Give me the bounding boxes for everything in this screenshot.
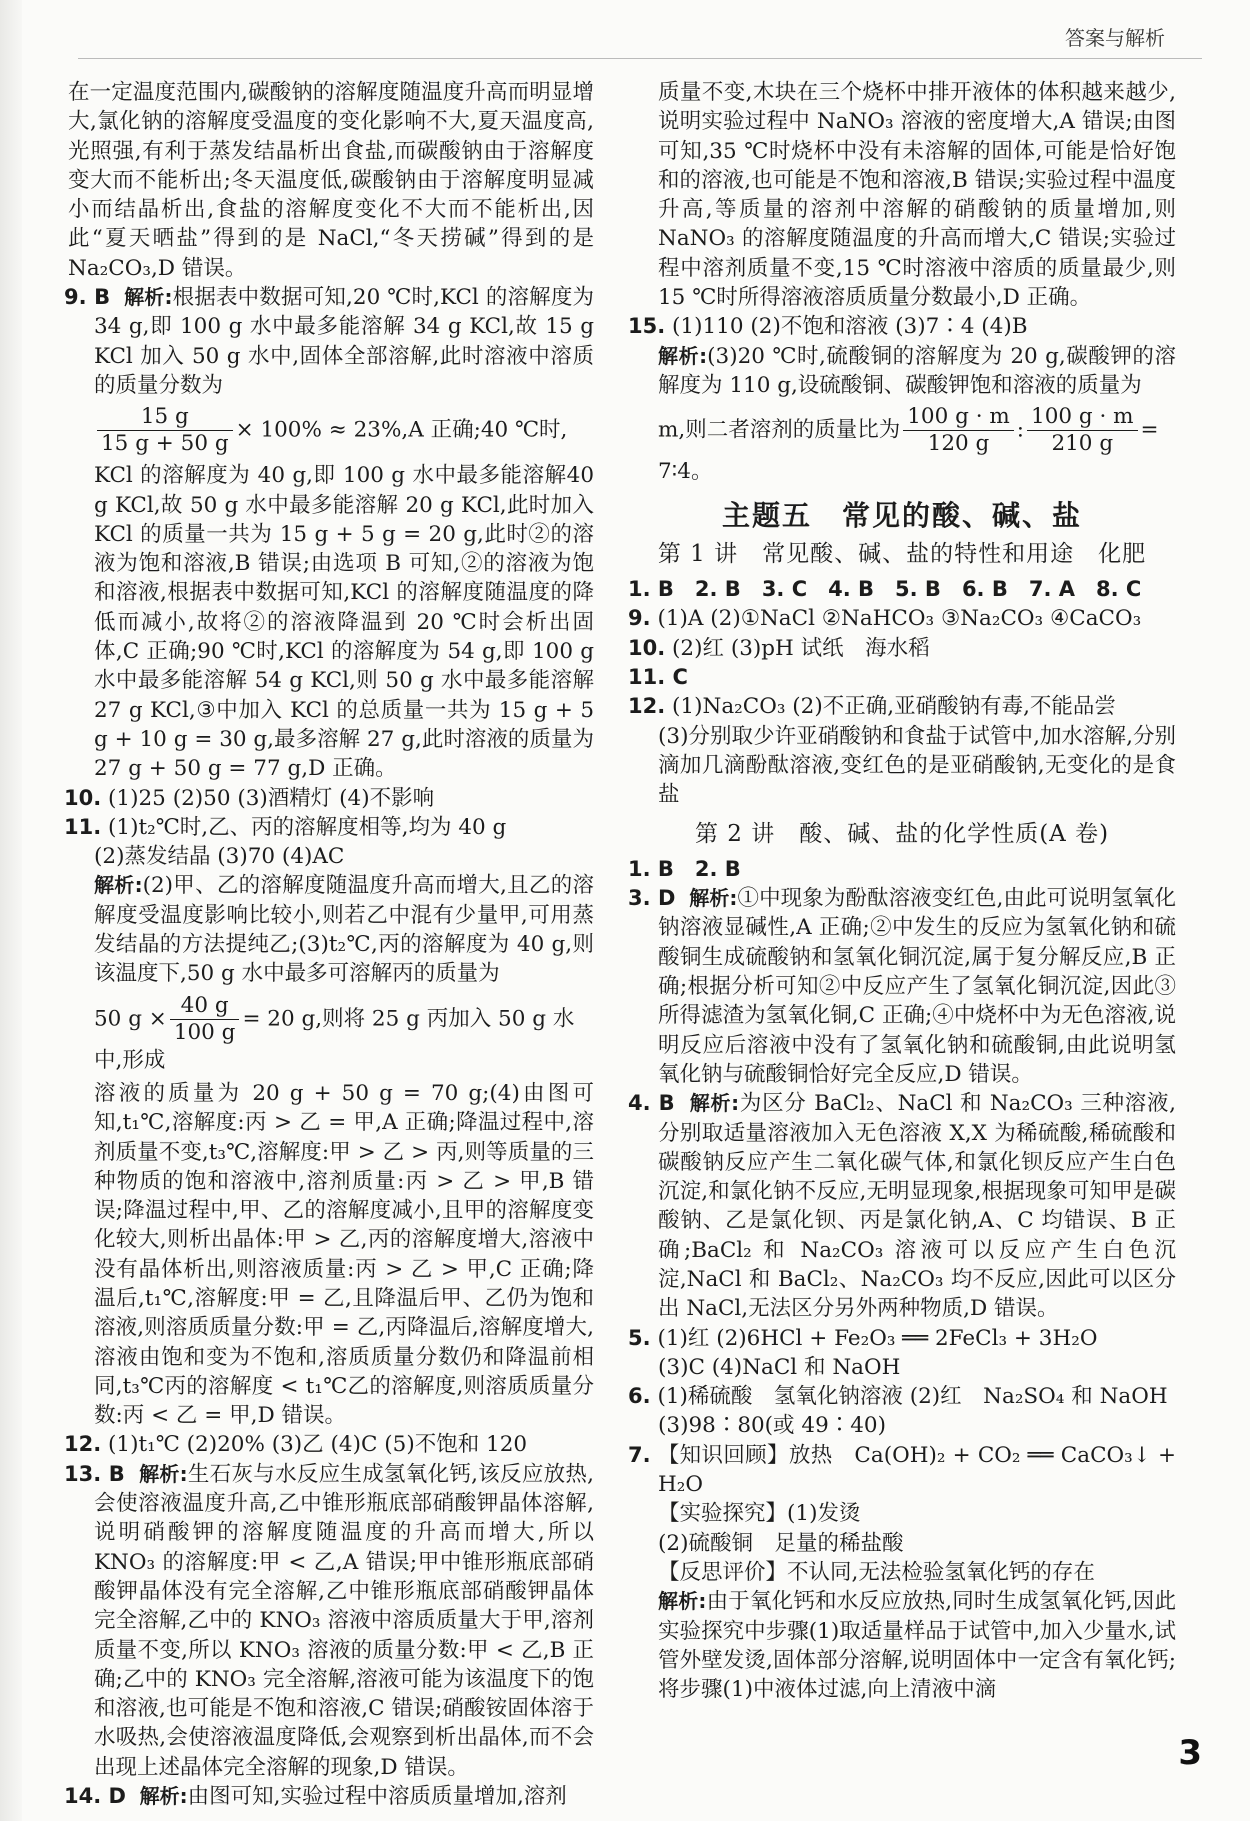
lecture-2-answers: 1. B 2. B	[628, 856, 741, 881]
left-column	[64, 78, 594, 1811]
lecture-1-answer-10: 10. (2)红 (3)pH 试纸 海水稻	[628, 635, 930, 661]
fraction: $\frac{40 g}{100 g}$	[170, 993, 240, 1046]
theme-heading: 主题五 常见的酸、碱、盐	[721, 498, 1082, 532]
lecture-2-heading: 第 2 讲 酸、碱、盐的化学性质(A 卷)	[694, 820, 1110, 847]
lecture-1-answers: 1. B 2. B 3. C 4. B 5. B 6. B 7. A 8. C	[628, 577, 1142, 602]
analysis-label: 解析:	[139, 1461, 188, 1486]
analysis-label: 解析:	[139, 1784, 188, 1809]
answer-11-formula: 50 g × $\frac{40 g}{100 g}$ = 20 g,则将 25 g 丙加入 50 g 水中,形成	[94, 992, 575, 1073]
lecture-2-answer-4: 4. B 解析:为区分 BaCl₂、NaCl 和 Na₂CO₃ 三种溶液,分别取适量溶液加入无色溶液 X,X 为稀硫酸,稀硫酸和碳酸钠反应产生二氧化碳气体,和氯化钡反应产生白色沉淀,和氯化钠不反应,无明显现象,根据现象可知甲是碳酸钠、乙是氯化钡、丙是氯化钠,A、C 均错误、B 正确;BaCl₂ 和 Na₂CO₃ 溶液可以反应产生白色沉淀,NaCl 和 BaCl₂、Na₂CO₃ 均不反应,因此可以区分出 NaCl,无法区分另外两种物质,D 错误。	[628, 1091, 1177, 1322]
answer-15-formula: m,则二者溶剂的质量比为 $\frac{100 g \cdot m}{120 g}$ : $\frac{100 g \cdot m}{210 g}$ = 7∶4。	[658, 404, 1159, 485]
lecture-2-answer-7: 7. 【知识回顾】放热 Ca(OH)₂ + CO₂ ══ CaCO₃↓ + H₂O 【实验探究】(1)发烫 (2)硫酸铜 足量的稀盐酸 【反思评价】不认同,无法检验氢氧化钙的存在 解析:由于氧化钙和水反应放热,同时生成氢氧化钙,因此实验探究中步骤(1)取适量样品于试管中,加入少量水,试管外壁发烫,固体部分溶解,说明固体中一定含有氧化钙;将步骤(1)中液体过滤,向上清液中滴	[628, 1442, 1177, 1703]
answer-9-text-1: 根据表中数据可知,20 ℃时,KCl 的溶解度为 34 g,即 100 g 水中最多能溶解 34 g KCl,故 15 g KCl 加入 50 g 水中,固体全部溶解,此时溶液中溶质的质量分数为	[94, 285, 595, 398]
answer-11: 11. (1)t₂℃时,乙、丙的溶解度相等,均为 40 g (2)蒸发结晶 (3)70 (4)AC 解析:(2)甲、乙的溶解度随温度升高而增大,且乙的溶解度受温度影响比较小,则若乙中混有少量甲,可用蒸发结晶的方法提纯乙;(3)t₂℃,丙的溶解度为 40 g,则该温度下,50 g 水中最多可溶解丙的质量为 50 g × $\frac{40 g}{100 g}$ = 20 g,则将 25 g 丙加入 50 g 水中,形成 溶液的质量为 20 g + 50 g = 70 g;(4)由图可知,t₁℃,溶解度:丙 > 乙 = 甲,A 正确;降温过程中,溶剂质量不变,t₃℃,溶解度:甲 > 乙 > 丙,则等质量的三种物质的饱和溶液中,溶剂质量:丙 > 乙 > 甲,B 错误;降温过程中,甲、乙的溶解度减小,且甲的溶解度变化较大,则析出晶体:甲 > 乙,丙的溶解度增大,溶液中没有晶体析出,则溶液质量:丙 > 乙 > 甲,C 正确;降温后,t₁℃,溶解度:甲 = 乙,且降温后甲、乙仍为饱和溶液,则溶质质量分数:甲 = 乙,丙降温后,溶解度增大,溶液由饱和变为不饱和,溶质质量分数仍和降温前相同,t₃℃丙的溶解度 < t₁℃乙的溶解度,则溶质质量分数:丙 < 乙 = 甲,D 错误。	[64, 814, 594, 1429]
page-number: 3	[1178, 1733, 1202, 1773]
header-title: 答案与解析	[1065, 26, 1165, 50]
analysis-label: 解析:	[124, 285, 173, 310]
fraction: $\frac{100 g \cdot m}{210 g}$	[1027, 404, 1138, 457]
lecture-1-answer-11: 11. C	[628, 665, 688, 690]
analysis-label: 解析:	[94, 873, 143, 898]
lecture-2-answer-5: 5. (1)红 (2)6HCl + Fe₂O₃ ══ 2FeCl₃ + 3H₂O (3)C (4)NaCl 和 NaOH	[628, 1325, 1098, 1380]
fraction: $\frac{100 g \cdot m}{120 g}$	[903, 404, 1014, 457]
answer-9-number: 9. B	[64, 285, 111, 310]
lecture-2-answer-3: 3. D 解析:①中现象为酚酞溶液变红色,由此可说明氢氧化钠溶液显碱性,A 正确;②中发生的反应为氢氧化钠和硫酸铜生成硫酸钠和氢氧化铜沉淀,属于复分解反应,B 正确;根据分析可知②中反应产生了氢氧化铜沉淀,因此③所得滤渣为氢氧化铜,C 正确;④中烧杯中为无色溶液,说明反应后溶液中没有了氢氧化钠和硫酸铜,由此说明氢氧化钠与硫酸铜恰好完全反应,D 错误。	[628, 886, 1177, 1087]
answer-9-formula	[64, 404, 594, 457]
fraction: $\frac{15 g}{15 g + 50 g}$	[97, 404, 233, 457]
header-rule	[78, 58, 1202, 59]
answer-9-text-2: × 100% ≈ 23%,A 正确;40 ℃时,	[235, 417, 568, 443]
lecture-1-answer-9: 9. (1)A (2)①NaCl ②NaHCO₃ ③Na₂CO₃ ④CaCO₃	[628, 606, 1142, 632]
answer-12: 12. (1)t₁℃ (2)20% (3)乙 (4)C (5)不饱和 120	[64, 1432, 528, 1458]
analysis-label: 解析:	[689, 886, 738, 911]
answer-14: 14. D 解析:由图可知,实验过程中溶质质量增加,溶剂	[64, 1784, 567, 1810]
analysis-label: 解析:	[689, 1091, 740, 1116]
answer-14-continued: 质量不变,木块在三个烧杯中排开液体的体积越来越少,说明实验过程中 NaNO₃ 溶液的密度增大,A 错误;由图可知,35 ℃时烧杯中没有未溶解的固体,可能是恰好饱和的溶液,也可能是不饱和溶液,B 错误;实验过程中温度升高,等质量的溶剂中溶解的硝酸钠的质量增加,则 NaNO₃ 的溶解度随温度的升高而增大,C 错误;实验过程中溶剂质量不变,15 ℃时溶液中溶质的质量最少,则 15 ℃时所得溶液溶质质量分数最小,D 正确。	[658, 80, 1176, 311]
answer-9	[64, 283, 594, 783]
intro-paragraph: 在一定温度范围内,碳酸钠的溶解度随温度升高而明显增大,氯化钠的溶解度受温度的变化影响不大,夏天温度高,光照强,有利于蒸发结晶析出食盐,而碳酸钠由于溶解度变大而不能析出;冬天温度低,碳酸钠由于溶解度明显减小而结晶析出,食盐的溶解度变化不大而不能析出,因此“夏天晒盐”得到的是 NaCl,“冬天捞碱”得到的是 Na₂CO₃,D 错误。	[68, 80, 594, 281]
lecture-2-answer-6: 6. (1)稀硫酸 氢氧化钠溶液 (2)红 Na₂SO₄ 和 NaOH (3)98∶80(或 49∶40)	[628, 1384, 1168, 1439]
right-column	[628, 78, 1176, 1704]
answer-10: 10. (1)25 (2)50 (3)酒精灯 (4)不影响	[64, 785, 435, 811]
analysis-label: 解析:	[658, 343, 708, 368]
page-edge-shadow	[0, 0, 22, 1821]
answer-13: 13. B 解析:生石灰与水反应生成氢氧化钙,该反应放热,会使溶液温度升高,乙中锥形瓶底部硝酸钾晶体溶解,说明硝酸钾的溶解度随温度的升高而增大,所以 KNO₃ 的溶解度:甲 < 乙,A 错误;甲中锥形瓶底部硝酸钾晶体没有完全溶解,乙中锥形瓶底部硝酸钾晶体完全溶解,乙中的 KNO₃ 溶液中溶质质量大于甲,溶剂质量不变,所以 KNO₃ 溶液的质量分数:甲 < 乙,B 正确;乙中的 KNO₃ 完全溶解,溶液可能为该温度下的饱和溶液,也可能是不饱和溶液,C 错误;硝酸铵固体溶于水吸热,会使溶液温度降低,会观察到析出晶体,而不会出现上述晶体完全溶解的现象,D 错误。	[64, 1461, 595, 1780]
answer-9-text-3: KCl 的溶解度为 40 g,即 100 g 水中最多能溶解40 g KCl,故 50 g 水中最多能溶解 20 g KCl,此时加入 KCl 的质量一共为 15 g + 5 g = 20 g,此时②的溶液为饱和溶液,B 错误;由选项 B 可知,②的溶液为饱和溶液,根据表中数据可知,KCl 的溶解度随温度的降低而减小,故将②的溶液降温到 20 ℃时会析出固体,C 正确;90 ℃时,KCl 的溶解度为 54 g,即 100 g 水中最多能溶解 54 g KCl,则 50 g 水中最多能溶解 27 g KCl,③中加入 KCl 的总质量一共为 15 g + 5 g + 10 g = 30 g,最多溶解 27 g,此时溶液的质量为 27 g + 50 g = 77 g,D 正确。	[94, 463, 594, 782]
lecture-1-answer-12: 12. (1)Na₂CO₃ (2)不正确,亚硝酸钠有毒,不能品尝 (3)分别取少许亚硝酸钠和食盐于试管中,加水溶解,分别滴加几滴酚酞溶液,变红色的是亚硝酸钠,无变化的是食盐	[628, 694, 1176, 808]
analysis-label: 解析:	[658, 1589, 707, 1614]
lecture-1-heading: 第 1 讲 常见酸、碱、盐的特性和用途 化肥	[657, 540, 1147, 567]
answer-15: 15. (1)110 (2)不饱和溶液 (3)7∶4 (4)B 解析:(3)20 ℃时,硫酸铜的溶解度为 20 g,碳酸钾的溶解度为 110 g,设硫酸铜、碳酸钾饱和溶液的质量为 m,则二者溶剂的质量比为 $\frac{100 g \cdot m}{120 g}$ : $\frac{100 g \cdot m}{210 g}$ = 7∶4。	[628, 312, 1176, 486]
